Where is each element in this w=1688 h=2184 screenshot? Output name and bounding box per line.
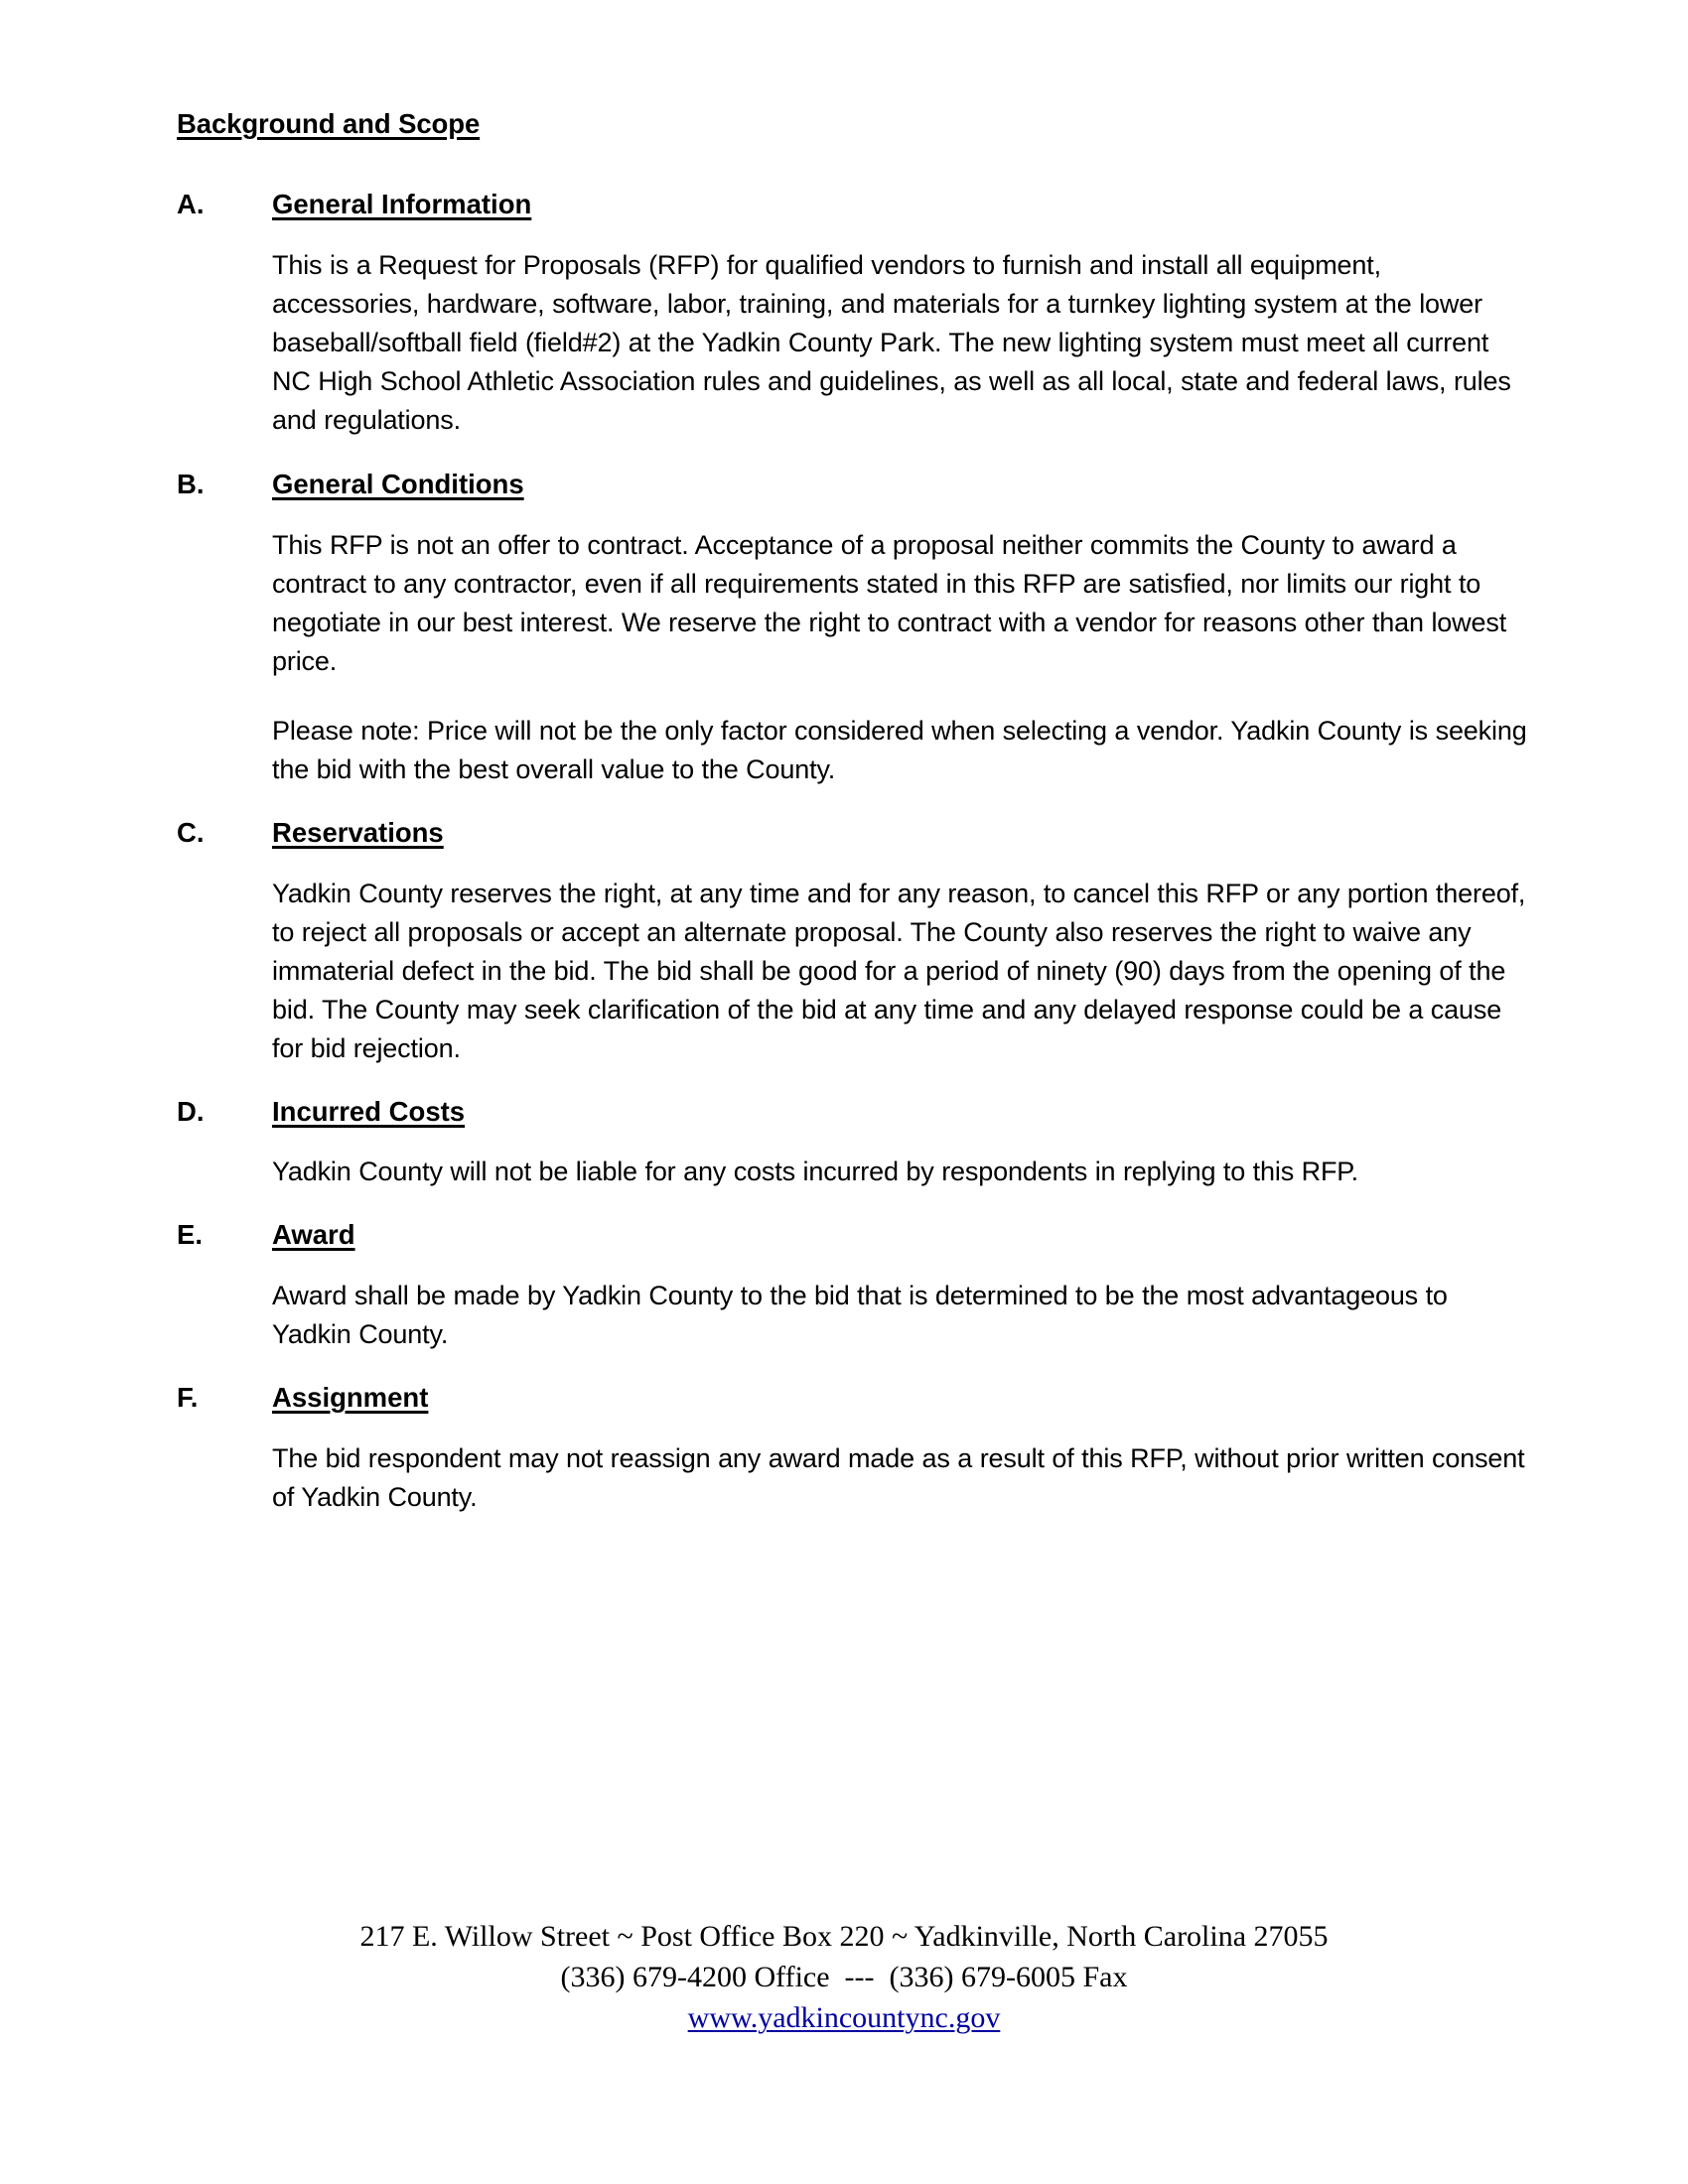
footer-phone: (336) 679-4200 Office --- (336) 679-6005 Fax xyxy=(560,1961,1128,1993)
section-heading-d xyxy=(177,1094,1532,1130)
section-incurred-costs xyxy=(177,1094,1532,1192)
section-letter-d: D. xyxy=(177,1095,205,1127)
section-reservations xyxy=(177,815,1532,1068)
section-title-a: General Information xyxy=(272,189,532,220)
paragraph: Please note: Price will not be the only factor considered when selecting a vendor. Yadkin County is seeking the bid with the best overall value to the County. xyxy=(272,715,1527,784)
section-title-c: Reservations xyxy=(272,816,444,848)
paragraph: Award shall be made by Yadkin County to the bid that is determined to be the most advantageous to Yadkin County. xyxy=(272,1281,1448,1350)
section-heading-f xyxy=(177,1380,1532,1416)
section-title-b: General Conditions xyxy=(272,469,524,500)
section-heading-b xyxy=(177,467,1532,502)
page-title xyxy=(177,107,1532,141)
section-body-b xyxy=(177,526,1532,789)
footer-website-line xyxy=(0,1997,1688,2038)
section-body-c xyxy=(177,875,1532,1068)
section-title-d: Incurred Costs xyxy=(272,1095,466,1127)
section-heading-e xyxy=(177,1217,1532,1253)
website-link[interactable]: www.yadkincountync.gov xyxy=(687,2001,1001,2034)
section-letter-e: E. xyxy=(177,1219,203,1251)
section-general-information xyxy=(177,187,1532,440)
section-body-e xyxy=(177,1277,1532,1354)
page-title-text: Background and Scope xyxy=(177,108,481,139)
section-body-a xyxy=(177,246,1532,440)
document-content xyxy=(177,107,1532,1517)
section-body-d xyxy=(177,1153,1532,1191)
paragraph: This RFP is not an offer to contract. Acceptance of a proposal neither commits the County to award a contract to any contractor, even if all requirements stated in this RFP are satisfied, nor limits our right to negotiate in our best interest. We reserve the right to contract with a vendor for reasons other than lowest price. xyxy=(272,529,1507,676)
section-title-f: Assignment xyxy=(272,1382,429,1414)
section-body-f xyxy=(177,1439,1532,1517)
section-assignment xyxy=(177,1380,1532,1517)
paragraph: Yadkin County reserves the right, at any time and for any reason, to cancel this RFP or any portion thereof, to reject all proposals or accept an alternate proposal. The County also reserves the right to waive any immaterial defect in the bid. The bid shall be good for a period of ninety (90) days from the opening of the bid. The County may seek clarification of the bid at any time and any delayed response could be a cause for bid rejection. xyxy=(272,878,1526,1063)
footer-address: 217 E. Willow Street ~ Post Office Box 220 ~ Yadkinville, North Carolina 27055 xyxy=(359,1920,1329,1953)
paragraph: The bid respondent may not reassign any award made as a result of this RFP, without prior written consent of Yadkin County. xyxy=(272,1442,1525,1512)
section-heading-c xyxy=(177,815,1532,851)
paragraph: Yadkin County will not be liable for any costs incurred by respondents in replying to this RFP. xyxy=(272,1157,1359,1187)
paragraph: This is a Request for Proposals (RFP) for qualified vendors to furnish and install all equipment, accessories, hardware, software, labor, training, and materials for a turnkey lighting system at the lower baseball/softball field (field#2) at the Yadkin County Park. The new lighting system must meet all current NC High School Athletic Association rules and guidelines, as well as all local, state and federal laws, rules and regulations. xyxy=(272,250,1511,436)
section-general-conditions xyxy=(177,467,1532,789)
section-award xyxy=(177,1217,1532,1354)
section-letter-c: C. xyxy=(177,816,205,848)
page-footer xyxy=(0,1916,1688,2038)
section-letter-b: B. xyxy=(177,469,205,500)
section-heading-a xyxy=(177,187,1532,222)
section-letter-a: A. xyxy=(177,189,205,220)
section-letter-f: F. xyxy=(177,1382,199,1414)
section-title-e: Award xyxy=(272,1219,355,1251)
